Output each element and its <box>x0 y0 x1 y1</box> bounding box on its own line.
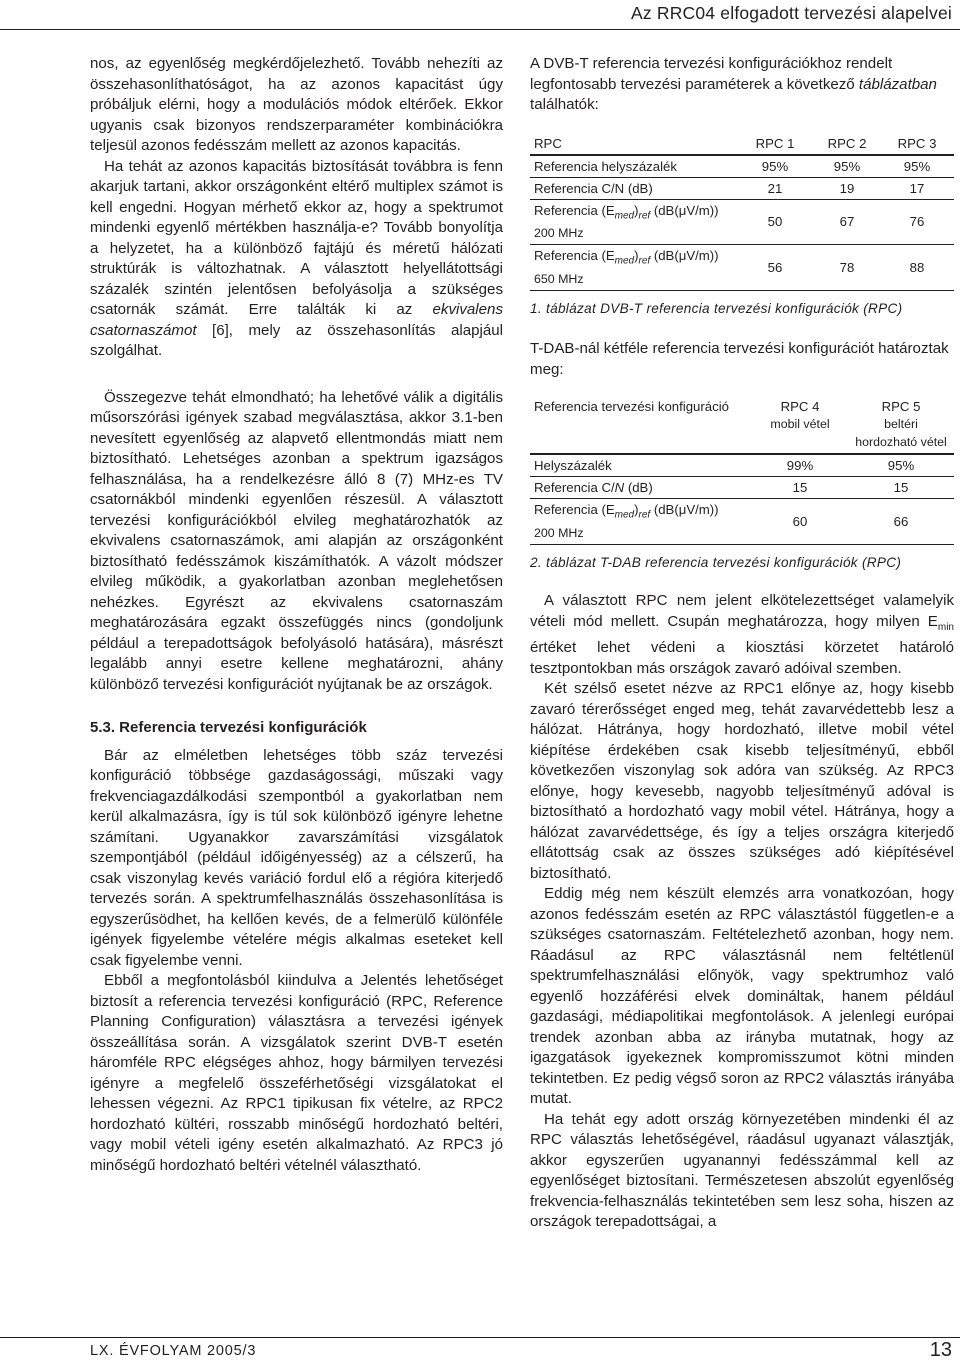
table-row <box>530 155 954 178</box>
table-header-cell <box>848 396 954 454</box>
table-header-cell: RPC <box>530 133 736 155</box>
left-paragraph-2 <box>90 157 503 362</box>
label-part: Referencia C/ <box>534 480 615 496</box>
table-caption-2: 2. táblázat T-DAB referencia tervezési konfigurációk (RPC) <box>530 554 902 570</box>
label-part: (dB(μV/m)) <box>650 502 719 518</box>
right-paragraph-1-text-b: értéket lehet védeni a kiosztási körzetet határoló tesztpontokban más országok zavaró adóival szemben. <box>530 639 954 677</box>
left-paragraph-2-emphasis: ekvivalens csatornaszámot <box>90 301 503 339</box>
left-column <box>90 54 503 1176</box>
right-paragraph-1-text-a: A választott RPC nem jelent elkötelezettséget valamelyik vételi mód mellett. Csupán meghatározza, hogy milyen E <box>530 592 954 630</box>
label-frequency: 200 MHz <box>534 525 584 540</box>
label-part: (dB) <box>624 480 653 496</box>
header-part: RPC 5 <box>881 399 921 415</box>
label-subscript: ref <box>638 210 651 222</box>
table-caption-1: 1. táblázat DVB-T referencia tervezési konfigurációk (RPC) <box>530 300 903 316</box>
page-number: 13 <box>929 1339 952 1361</box>
label-subscript: med <box>614 509 635 521</box>
table-cell: 17 <box>880 177 954 199</box>
table-cell: 19 <box>814 177 880 199</box>
label-part: Referencia (E <box>534 502 615 518</box>
table-cell-label <box>530 199 736 245</box>
table-cell: 21 <box>736 177 814 199</box>
table-header-cell: RPC 2 <box>814 133 880 155</box>
label-frequency: 200 MHz <box>534 226 584 241</box>
header-part: RPC 4 <box>780 399 820 415</box>
table-cell: 76 <box>880 199 954 245</box>
table-tdab-rpc <box>530 396 954 545</box>
right-paragraph-1-subscript: min <box>937 621 954 633</box>
left-paragraph-2-text-b: [6], mely az összehasonlítás alapjául szolgálhat. <box>90 321 503 359</box>
footer-volume: LX. ÉVFOLYAM 2005/3 <box>90 1343 257 1359</box>
table-dvbt-rpc <box>530 133 954 291</box>
section-heading: 5.3. Referencia tervezési konfigurációk <box>90 719 367 736</box>
table-cell: 50 <box>736 199 814 245</box>
left-paragraph-1: nos, az egyenlőség megkérdőjelezhető. Tovább nehezíti az összehasonlíthatóságot, ha az azonos kapacitást úgy próbáljuk elérni, hogy a modulációs módok eltérőek. Ekkor ugyanis csak bizonyos rendszerparaméter kombinációkra teljesül azonos fedésszám mellett az azonos kapacitás. <box>90 55 503 154</box>
table-cell: 78 <box>814 245 880 291</box>
tdab-intro: T-DAB-nál kétféle referencia tervezési konfigurációt határoztak meg: <box>530 340 949 378</box>
table-cell-label <box>530 499 752 545</box>
right-paragraph-1 <box>530 591 954 679</box>
table-row <box>530 477 954 499</box>
table-cell: 15 <box>848 477 954 499</box>
table-cell: 95% <box>736 155 814 178</box>
table-row <box>530 454 954 477</box>
table-header-row <box>530 133 954 155</box>
table-cell: 60 <box>752 499 848 545</box>
header-rule <box>0 29 960 30</box>
table-cell: 15 <box>752 477 848 499</box>
label-part: Referencia (E <box>534 248 615 264</box>
label-subscript: ref <box>638 255 651 267</box>
table-cell: 99% <box>752 454 848 477</box>
right-intro <box>530 54 954 116</box>
footer-rule <box>0 1337 960 1338</box>
label-part: Referencia (E <box>534 202 615 218</box>
left-paragraph-5: Ebből a megfontolásból kiindulva a Jelentés lehetőséget biztosít a referencia tervezési konfiguráció (RPC, Reference Planning Configuration) választásra a tervezési igények összeállítása során. A vizsgálatok szerint DVB-T esetén háromféle RPC elégséges ahhoz, hogy bármilyen tervezési igényre a megfelelő összeférhetőségi vizsgálatokat el lehessen végezni. Az RPC1 tipikusan fix vételre, az RPC2 hordozható kültéri, rosszabb minőségű hordozható beltéri, vagy mobil vételi igény esetén alkalmazható. Az RPC3 jó minőségű hordozható beltéri vételnél választható. <box>90 972 503 1174</box>
right-column <box>530 54 954 1233</box>
table-row <box>530 177 954 199</box>
table-header-cell: RPC 3 <box>880 133 954 155</box>
label-part: ) <box>634 248 639 264</box>
label-subscript: med <box>614 210 635 222</box>
header-part: mobil vétel <box>770 417 830 432</box>
table-header-cell: Referencia tervezési konfiguráció <box>530 396 752 454</box>
table-cell: 95% <box>814 155 880 178</box>
left-paragraph-4: Bár az elméletben lehetséges több száz tervezési konfiguráció többsége gazdaságossági, műszaki vagy frekvenciagazdálkodási szempontból a gyakorlatban nem kerül alkalmazásra, így is túl sok különböző igényre lehetne számítani. Ugyanakkor zavarszámítási vizsgálatok szempontjából (például időigényesség) az a célszerű, ha csak viszonylag kevés variáció fordul elő a régióra kiterjedő tervezés során. A spektrumfelhasználás összehasonlítása is egyszerűsödhet, ha kellően kevés, de a felmerülő különféle igények figyelembe vételére mégis alkalmas eseteket kell csak figyelembe venni. <box>90 746 503 969</box>
right-paragraph-2: Két szélső esetet nézve az RPC1 előnye az, hogy kisebb zavaró térerősséget enged meg, tehát zavarvédettebb lesz a hálózat. Hátránya, hogy hordozható, illetve mobil vétel kiépítése érdekében csak kisebb teljesítményű, ebből következően viszonylag sok adóra van szükség. Az RPC3 előnye, hogy kevesebb, nagyobb teljesítményű adóval is biztosítható a hordozható vagy mobil vétel. Hátránya, hogy a hálózat zavarvédettsége, és így a teljes országra kiterjedő ellátottság csak az összes szükséges adó kiépítésével biztosítható. <box>530 680 954 882</box>
table-header-cell <box>752 396 848 454</box>
label-part: ) <box>634 502 639 518</box>
right-paragraph-3: Eddig még nem készült elemzés arra vonatkozóan, hogy azonos fedésszám esetén az RPC választástól független-e a szükséges csatornaszám. Feltételezhető azonban, hogy nem. Ráadásul az RPC választásnál nem feltétlenül spektrumfelhasználási előnyök, vagy spektrumhoz való egyenlő hozzáférési elvek domináltak, hanem például gazdasági, médiapolitikai megfontolások. A jelenlegi európai trendek azonban abba az irányba mutatnak, hogy az igazgatások igyekeznek kompromisszumot kötni minden tekintetben. Ez pedig végső soron az RPC2 választás irányába mutat. <box>530 885 954 1108</box>
table-cell: 66 <box>848 499 954 545</box>
label-part: N <box>614 480 625 496</box>
table-cell-label: Referencia helyszázalék <box>530 155 736 178</box>
right-intro-text-b: találhatók: <box>530 96 599 113</box>
left-paragraph-2-text-a: Ha tehát az azonos kapacitás biztosítását továbbra is fenn akarjuk tartani, akkor országonként eltérő multiplex számot is kell engedni. Hogyan mérhető ekkor az, hogy a spektrumot mindenki egyenlő mértékben használja-e? Tovább bonyolítja a helyzetet, ha a különböző fajtájú és méretű hálózati struktúrák is változhatnak. A választott helyellátottsági százalék szintén jelentősen befolyásolja a szükséges csatornák számát. Erre találták ki az <box>90 157 503 318</box>
table-cell: 95% <box>880 155 954 178</box>
header-part: hordozható vétel <box>855 435 947 450</box>
label-part: ) <box>634 202 639 218</box>
table-cell: 95% <box>848 454 954 477</box>
label-subscript: med <box>614 255 635 267</box>
label-subscript: ref <box>638 509 651 521</box>
right-intro-emphasis: táblázatban <box>858 75 937 93</box>
label-part: (dB(μV/m)) <box>650 248 719 264</box>
table-row <box>530 199 954 245</box>
table-cell: 56 <box>736 245 814 291</box>
table-row <box>530 245 954 291</box>
right-intro-text-a: A DVB-T referencia tervezési konfigurációkhoz rendelt legfontosabb tervezési paraméterek a következő <box>530 55 893 93</box>
running-header: Az RRC04 elfogadott tervezési alapelvei <box>630 3 952 23</box>
left-paragraph-3: Összegezve tehát elmondható; ha lehetővé válik a digitális műsorszórási igények szabad megválasztása, akkor 3.1-ben nevesített egyenlőség az alapvető ellentmondás miatt nem biztosítható. Lehetséges azonban a spektrum igazságos felhasználása, ha a rendelkezésre álló 8 (7) MHz-es TV csatornákból mindenki egyenlően részesül. A választott tervezési konfigurációkból elvileg meghatározhatók az ekvivalens csatornaszámok, ami alapján az országonként biztosítható fedésszámok kiszámíthatók. A vázolt módszer elvileg működik, a gyakorlatban azonban meglehetősen nehézkes. Egyrészt az ekvivalens csatornaszám meghatározására egzakt összefüggés nincs (gondoljunk például a terepadottságok befolyásoló hatására), másrészt legalább annyi esetre kellene meghatározni, ahány különböző tervezési konfigurációt nyújtanak be az országok. <box>90 388 503 693</box>
table-cell-label: Referencia C/N (dB) <box>530 177 736 199</box>
label-frequency: 650 MHz <box>534 271 584 286</box>
header-part: beltéri <box>884 417 918 432</box>
table-row <box>530 499 954 545</box>
right-paragraph-4: Ha tehát egy adott ország környezetében mindenki él az RPC választás lehetőségével, ráadásul ugyanazt választják, akkor egyszerűen ugyanannyi fedésszámmal kell az egyenlőséget biztosítani. Természetesen abszolút egyenlőség frekvencia-felhasználás tekintetében sem lesz soha, hiszen az országok terepadottságai, a <box>530 1110 954 1231</box>
table-header-cell: RPC 1 <box>736 133 814 155</box>
table-cell: 88 <box>880 245 954 291</box>
table-header-row <box>530 396 954 454</box>
table-cell-label: Helyszázalék <box>530 454 752 477</box>
table-cell-label <box>530 477 752 499</box>
table-cell: 67 <box>814 199 880 245</box>
table-cell-label <box>530 245 736 291</box>
label-part: (dB(μV/m)) <box>650 202 719 218</box>
